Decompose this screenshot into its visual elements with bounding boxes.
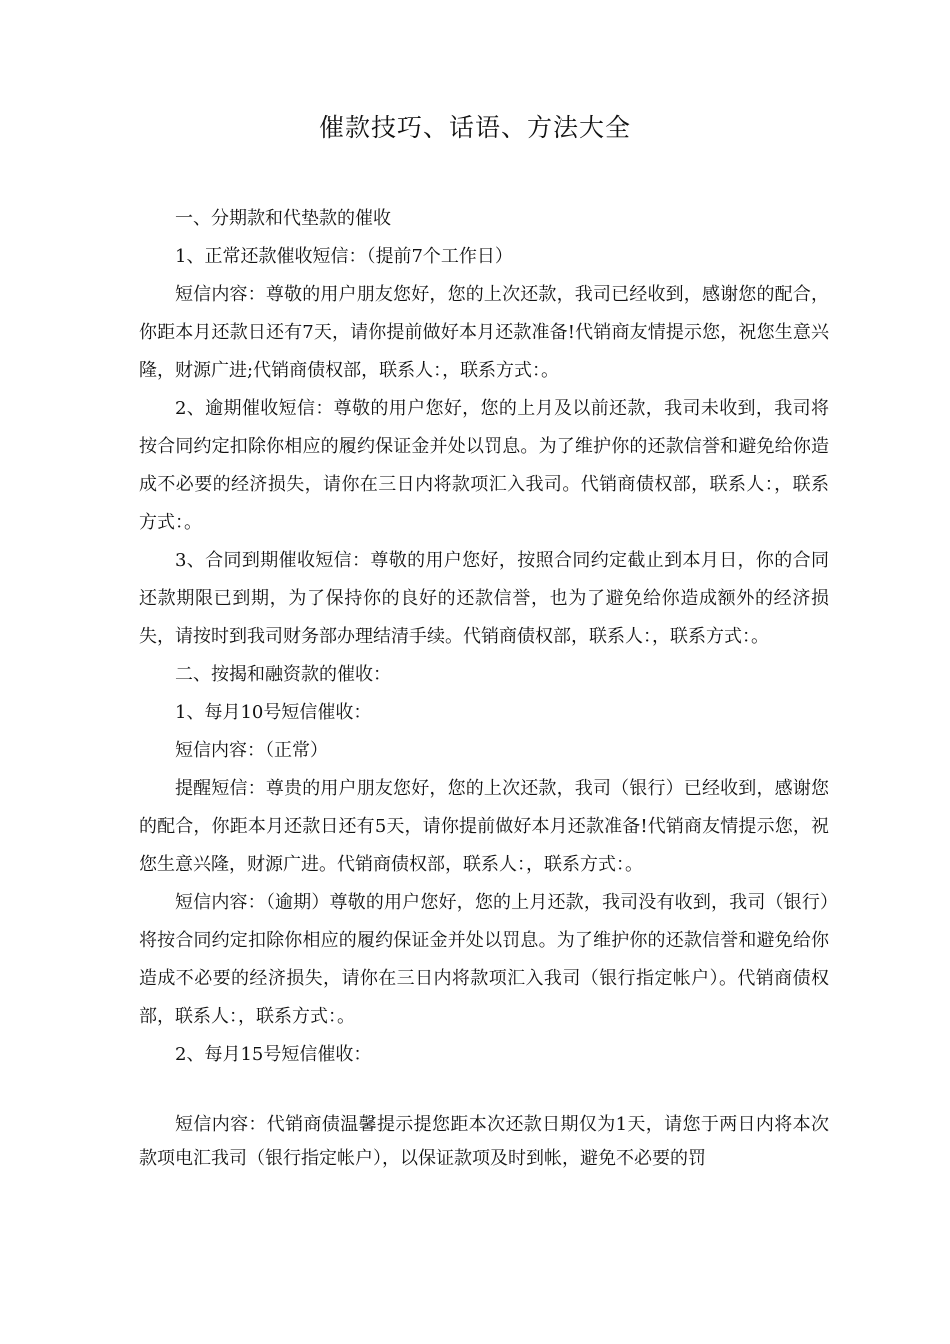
subsection-heading: 2、每月15号短信催收： [175, 1044, 372, 1065]
body-paragraph: 3、合同到期催收短信：尊敬的用户您好，按照合同约定截止到本月日，你的合同还款期限已到期，为了保持你的良好的还款信誉，也为了避免给你造成额外的经济损失，请按时到我司财务部办理结清手续。代销商债权部，联系人：，联系方式：。 [139, 550, 829, 647]
paragraph-gap [139, 1074, 829, 1108]
subsection-heading: 1、正常还款催收短信：（提前7个工作日） [175, 246, 513, 267]
body-paragraph: 提醒短信：尊贵的用户朋友您好，您的上次还款，我司（银行）已经收到，感谢您的配合，你距本月还款日还有5天，请你提前做好本月还款准备!代销商友情提示您，祝您生意兴隆，财源广进。代销商债权部，联系人：，联系方式：。 [139, 778, 829, 875]
body-paragraph: 短信内容：（正常） [175, 740, 328, 761]
body-paragraph: 短信内容：代销商债温馨提示提您距本次还款日期仅为1天，请您于两日内将本次款项电汇我司（银行指定帐户），以保证款项及时到帐，避免不必要的罚 [139, 1114, 829, 1169]
document-body [139, 200, 829, 1176]
subsection-heading: 1、每月10号短信催收： [175, 702, 372, 723]
body-paragraph: 短信内容：（逾期）尊敬的用户您好，您的上月还款，我司没有收到，我司（银行）将按合同约定扣除你相应的履约保证金并处以罚息。为了维护你的还款信誉和避免给你造成不必要的经济损失，请你在三日内将款项汇入我司（银行指定帐户）。代销商债权部，联系人：，联系方式：。 [139, 892, 829, 1027]
section-heading-2: 二、按揭和融资款的催收： [175, 664, 391, 685]
body-paragraph: 短信内容：尊敬的用户朋友您好，您的上次还款，我司已经收到，感谢您的配合，你距本月还款日还有7天，请你提前做好本月还款准备!代销商友情提示您，祝您生意兴隆，财源广进;代销商债权部，联系人：，联系方式：。 [139, 284, 829, 381]
section-heading-1: 一、分期款和代垫款的催收 [175, 208, 391, 229]
document-title: 催款技巧、话语、方法大全 [318, 113, 631, 142]
body-paragraph: 2、逾期催收短信：尊敬的用户您好，您的上月及以前还款，我司未收到，我司将按合同约定扣除你相应的履约保证金并处以罚息。为了维护你的还款信誉和避免给你造成不必要的经济损失，请你在三日内将款项汇入我司。代销商债权部，联系人：，联系方式：。 [139, 398, 829, 533]
